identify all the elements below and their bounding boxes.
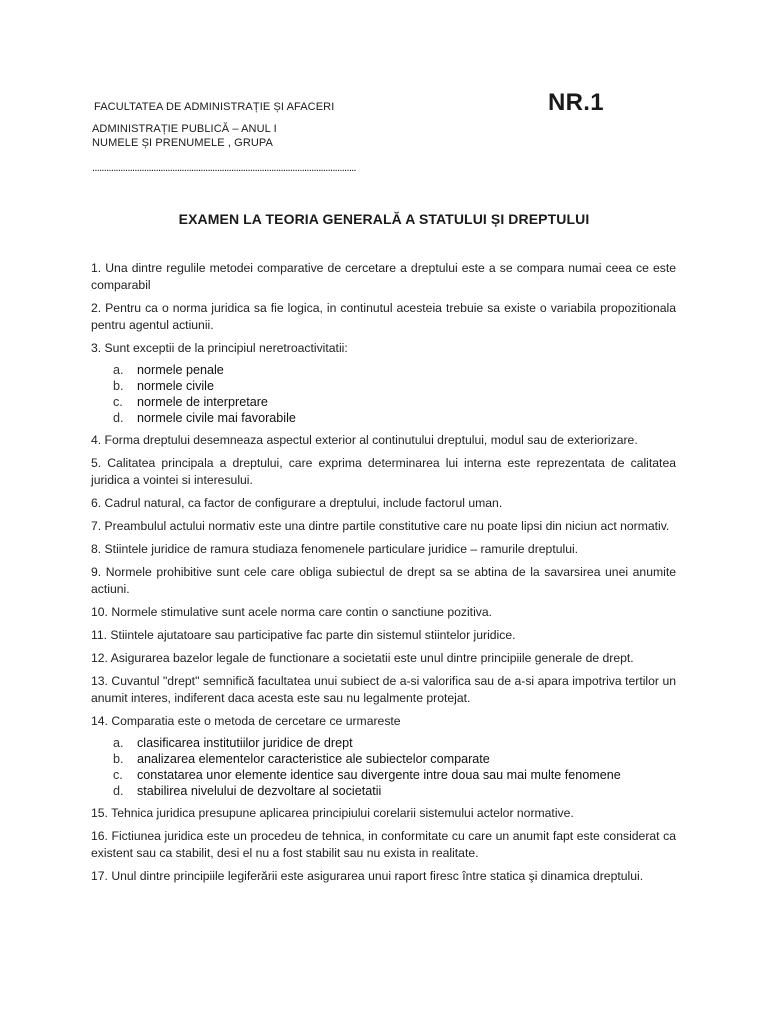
option-item <box>91 751 676 767</box>
question-4: 4. Forma dreptului desemneaza aspectul exterior al continutului dreptului, modul sau de exteriorizare. <box>91 433 638 447</box>
question-17: 17. Unul dintre principiile legiferării este asigurarea unui raport firesc între statica şi dinamica dreptului. <box>91 869 644 883</box>
question-11: 11. Stiintele ajutatoare sau participative fac parte din sistemul stiintelor juridice. <box>91 628 516 642</box>
question-5: 5. Calitatea principala a dreptului, care exprima determinarea lui interna este reprezentata de calitatea juridica a vointei si interesului. <box>91 456 676 487</box>
question-3-options <box>91 362 676 426</box>
option-text: normele penale <box>137 363 224 377</box>
option-letter: b. <box>113 379 124 393</box>
exam-number: NR.1 <box>548 89 604 116</box>
question-1: 1. Una dintre regulile metodei comparative de cercetare a dreptului este a se compara numai ceea ce este comparabil <box>91 261 676 292</box>
question-7: 7. Preambulul actului normativ este una dintre partile constitutive care nu poate lipsi din niciun act normativ. <box>91 519 670 533</box>
exam-title: EXAMEN LA TEORIA GENERALĂ A STATULUI ȘI DREPTULUI <box>178 211 590 227</box>
question-13: 13. Cuvantul "drept" semnifică facultatea unui subiect de a-si valorifica sau de a-si apara impotriva tertilor un anumit interes, indiferent daca acesta este sau nu legalmente protejat. <box>91 674 676 705</box>
option-item <box>91 394 676 410</box>
option-text: constatarea unor elemente identice sau divergente intre doua sau mai multe fenomene <box>137 768 621 782</box>
question-6: 6. Cadrul natural, ca factor de configurare a dreptului, include factorul uman. <box>91 496 503 510</box>
question-10: 10. Normele stimulative sunt acele norma care contin o sanctiune pozitiva. <box>91 605 493 619</box>
question-3: 3. Sunt exceptii de la principiul neretroactivitatii: <box>91 341 348 355</box>
option-letter: c. <box>113 768 123 782</box>
option-text: analizarea elementelor caracteristice ale subiectelor comparate <box>137 752 490 766</box>
name-group-label: NUMELE ȘI PRENUMELE , GRUPA <box>92 137 273 149</box>
option-text: normele civile <box>137 379 214 393</box>
program-name: ADMINISTRAȚIE PUBLICĂ – ANUL I <box>92 123 277 135</box>
option-item <box>91 410 676 426</box>
option-item <box>91 378 676 394</box>
question-12: 12. Asigurarea bazelor legale de functionare a societatii este unul dintre principiile generale de drept. <box>91 651 634 665</box>
option-text: stabilirea nivelului de dezvoltare al societatii <box>137 784 382 798</box>
question-2: 2. Pentru ca o norma juridica sa fie logica, in continutul acesteia trebuie sa existe o variabila propozitionala pentru agentul actiunii. <box>91 301 676 332</box>
option-item <box>91 783 676 799</box>
name-fill-line: ................................................................................................................ <box>92 162 356 174</box>
option-letter: a. <box>113 736 124 750</box>
option-letter: a. <box>113 363 124 377</box>
option-letter: b. <box>113 752 124 766</box>
question-14: 14. Comparatia este o metoda de cercetare ce urmareste <box>91 714 401 728</box>
option-text: normele civile mai favorabile <box>137 411 296 425</box>
option-text: normele de interpretare <box>137 395 268 409</box>
option-letter: c. <box>113 395 123 409</box>
option-item <box>91 767 676 783</box>
option-item <box>91 735 676 751</box>
question-14-options <box>91 735 676 799</box>
question-9: 9. Normele prohibitive sunt cele care obliga subiectul de drept sa se abtina de la savarsirea unei anumite actiuni. <box>91 565 676 596</box>
question-8: 8. Stiintele juridice de ramura studiaza fenomenele particulare juridice – ramurile dreptului. <box>91 542 579 556</box>
option-letter: d. <box>113 784 124 798</box>
question-16: 16. Fictiunea juridica este un procedeu de tehnica, in conformitate cu care un anumit fapt este considerat ca existent sau ca stabilit, desi el nu a fost stabilit sau nu exista in realitate. <box>91 829 676 860</box>
option-text: clasificarea institutiilor juridice de drept <box>137 736 353 750</box>
question-15: 15. Tehnica juridica presupune aplicarea principiului corelarii sistemului actelor normative. <box>91 806 574 820</box>
option-item <box>91 362 676 378</box>
question-list <box>91 260 676 891</box>
faculty-name: FACULTATEA DE ADMINISTRAȚIE ȘI AFACERI <box>94 101 335 113</box>
option-letter: d. <box>113 411 124 425</box>
